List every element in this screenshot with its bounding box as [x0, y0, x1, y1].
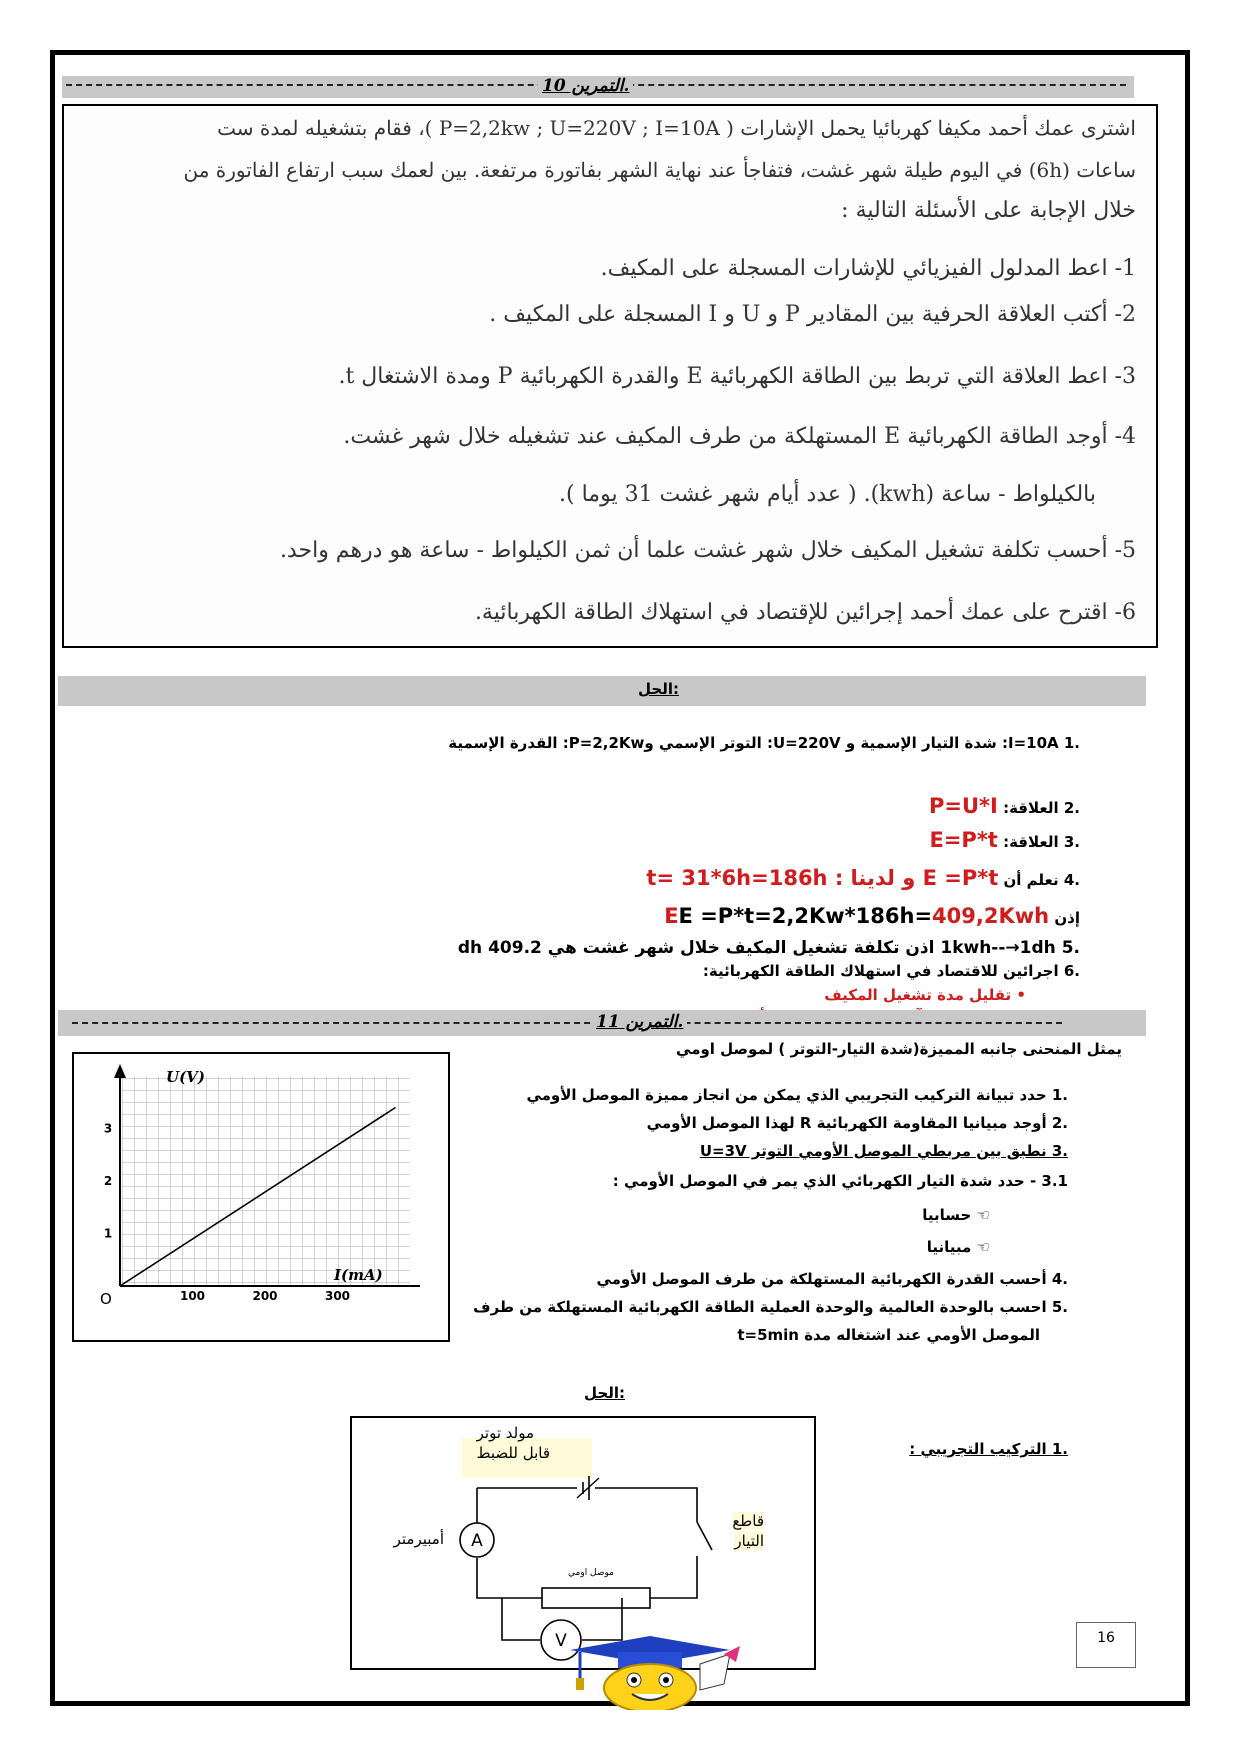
ex10-title: التمرين 10.	[538, 76, 633, 96]
ex11-question: 3.1 - حدد شدة التيار الكهربائي الذي يمر في الموصل الأومي :	[612, 1172, 1068, 1190]
ex11-solution-title: الحل:	[584, 1384, 625, 1402]
y-tick-label: 3	[103, 1121, 113, 1136]
ex10-problem-scan	[62, 104, 1158, 648]
ex11-solution-1: .1 التركيب التجريبي :	[909, 1440, 1068, 1458]
problem-line: 3- اعط العلاقة التي تربط بين الطاقة الكهربائية E والقدرة الكهربائية P ومدة الاشتغال t.	[338, 364, 1136, 389]
ex11-question: .3 نطبق بين مربطي الموصل الأومي التوتر U=3V	[699, 1142, 1068, 1160]
ex11-subitem: ☜ مبيانيا	[926, 1238, 990, 1256]
ex11-question: .1 حدد تبيانة التركيب التجريبي الذي يمكن من انجاز مميزة الموصل الأومي	[526, 1086, 1068, 1104]
solution-4-label: .4 نعلم أن	[1003, 871, 1080, 889]
origin-label: O	[100, 1290, 112, 1308]
ex11-question: .2 أوجد مبيانيا المقاومة الكهربائية R لهذا الموصل الأومي	[646, 1114, 1068, 1132]
ex11-question: .4 أحسب القدرة الكهربائية المستهلكة من طرف الموصل الأومي	[596, 1270, 1068, 1288]
solution-4	[646, 866, 1080, 890]
resistor-label: موصل اومي	[568, 1568, 614, 1578]
problem-line: ساعات (6h) في اليوم طيلة شهر غشت، فتفاجأ عند نهاية الشهر بفاتورة مرتفعة. بين لعمك سبب ارتفاع الفاتورة من	[183, 158, 1136, 182]
solution-5: .5 1kwh--→1dh اذن تكلفة تشغيل المكيف خلال شهر غشت هي 409.2 dh	[457, 938, 1080, 958]
ex11-question: الموصل الأومي عند اشتغاله مدة t=5min	[737, 1326, 1040, 1344]
switch-label: التيار	[734, 1532, 764, 1550]
grid	[120, 1076, 410, 1286]
problem-line: 6- اقترح على عمك أحمد إجرائين للإقتصاد في استهلاك الطاقة الكهربائية.	[474, 600, 1136, 625]
solution-4-value: E =P*t و لدينا : t= 31*6h=186h	[646, 866, 999, 890]
solution-2-value: P=U*I	[929, 794, 998, 818]
ex10-solution-bar	[58, 676, 1146, 706]
generator-label: مولد توتر	[476, 1424, 534, 1442]
problem-line: خلال الإجابة على الأسئلة التالية :	[841, 198, 1136, 223]
generator-label: قابل للضبط	[476, 1444, 550, 1462]
solution-4b	[664, 904, 1080, 928]
switch	[697, 1522, 712, 1550]
y-axis-arrow	[114, 1064, 126, 1078]
ex11-subitem: ☜ حسابيا	[922, 1206, 990, 1224]
right-wire	[650, 1556, 697, 1598]
solution-4b-e: E	[664, 904, 679, 928]
solution-3-value: E=P*t	[929, 828, 998, 852]
x-tick-label: 200	[252, 1289, 278, 1303]
ex11-header-bar	[58, 1010, 1146, 1036]
ex11-title: التمرين 11.	[592, 1012, 687, 1032]
x-tick-label: 100	[179, 1289, 206, 1303]
ex11-intro: يمثل المنحنى جانبه المميزة(شدة التيار-التوتر ) لموصل اومي	[676, 1040, 1122, 1058]
y-axis-label: U(V)	[166, 1068, 205, 1086]
problem-line: 4- أوجد الطاقة الكهربائية E المستهلكة من طرف المكيف عند تشغيله خلال شهر غشت.	[343, 424, 1136, 449]
solution-4b-result: 409,2Kwh	[932, 904, 1050, 928]
graduate-smiley-icon	[540, 1634, 760, 1710]
ex11-question: .5 احسب بالوحدة العالمية والوحدة العملية الطاقة الكهربائية المستهلكة من طرف	[473, 1298, 1068, 1316]
solution-3	[929, 828, 1080, 852]
solution-6: .6 اجرائين للاقتصاد في استهلاك الطاقة الكهربائية:	[702, 962, 1080, 980]
circuit-diagram	[350, 1416, 816, 1670]
ex10-header-bar	[62, 76, 1134, 98]
problem-line: 1- اعط المدلول الفيزيائي للإشارات المسجلة على المكيف.	[600, 256, 1136, 281]
resistor	[542, 1588, 650, 1608]
problem-line: 5- أحسب تكلفة تشغيل المكيف خلال شهر غشت علما أن ثمن الكيلواط - ساعة هو درهم واحد.	[279, 538, 1136, 563]
voltmeter-symbol: V	[555, 1631, 567, 1651]
solution-4b-value: E =P*t=2,2Kw*186h=	[678, 904, 933, 928]
ex11-graph	[72, 1052, 450, 1342]
solution-3-label: .3 العلاقة:	[1003, 833, 1080, 851]
solution-4b-label: إذن	[1054, 909, 1080, 927]
solution-1: .1 I=10A: شدة التيار الإسمية و U=220V: التوتر الإسمي وP=2,2Kw: القدرة الإسمية	[448, 734, 1080, 752]
ammeter-label: أمبيرمتر	[393, 1530, 444, 1548]
left-wire	[477, 1558, 542, 1598]
top-wire	[477, 1476, 697, 1522]
x-tick-label: 300	[324, 1289, 351, 1303]
ammeter-symbol: A	[471, 1531, 483, 1551]
characteristic-chart	[74, 1054, 448, 1340]
switch-label: قاطع	[732, 1512, 764, 1530]
solution-2-label: .2 العلاقة:	[1003, 799, 1080, 817]
page-number: 16	[1076, 1622, 1136, 1668]
problem-line: اشترى عمك أحمد مكيفا كهربائيا يحمل الإشارات ( P=2,2kw ; U=220V ; I=10A )، فقام بتشغيله لمدة ست	[217, 116, 1136, 140]
ex10-solution-title: الحل:	[638, 680, 679, 698]
y-tick-label: 2	[103, 1174, 113, 1188]
solution-6-item: • تقليل مدة تشغيل المكيف	[824, 986, 1026, 1004]
x-axis-label: I(mA)	[334, 1266, 383, 1284]
problem-line: بالكيلواط - ساعة (kwh). ( عدد أيام شهر غشت 31 يوما ).	[559, 482, 1096, 507]
solution-2	[929, 794, 1080, 818]
y-tick-label: 1	[103, 1226, 113, 1241]
problem-line: 2- أكتب العلاقة الحرفية بين المقادير P و U و I المسجلة على المكيف .	[489, 302, 1136, 327]
